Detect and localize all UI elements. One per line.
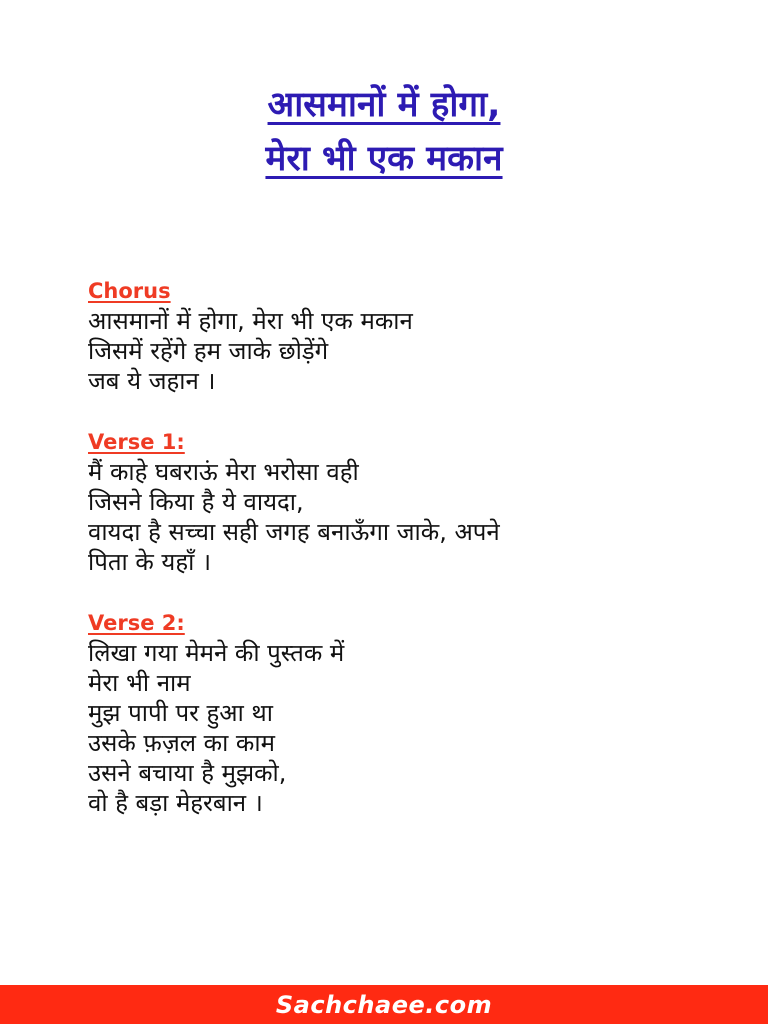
footer-banner <box>0 985 768 1024</box>
section-heading: Verse 2: <box>88 611 185 635</box>
lyric-line: उसने बचाया है मुझको, <box>88 759 287 787</box>
lyric-line: जिसमें रहेंगे हम जाके छोड़ेंगे <box>88 337 329 365</box>
page-title <box>0 78 768 186</box>
section-chorus <box>88 276 748 396</box>
lyric-line: मैं काहे घबराऊं मेरा भरोसा वही <box>88 458 359 486</box>
lyric-line: आसमानों में होगा, मेरा भी एक मकान <box>88 307 413 335</box>
section-verse-2 <box>88 608 748 818</box>
lyric-line: मुझ पापी पर हुआ था <box>88 699 273 727</box>
title-line-1: आसमानों में होगा, <box>267 85 501 125</box>
lyric-line: जब ये जहान । <box>88 367 216 395</box>
lyric-line: वो है बड़ा मेहरबान । <box>88 789 263 817</box>
lyric-line: उसके फ़ज़ल का काम <box>88 729 275 757</box>
title-line-2: मेरा भी एक मकान <box>265 139 503 179</box>
lyrics-content <box>88 276 748 849</box>
footer-site-link[interactable]: Sachchaee.com <box>275 990 493 1019</box>
section-heading: Verse 1: <box>88 430 185 454</box>
section-heading: Chorus <box>88 279 171 303</box>
lyric-line: लिखा गया मेमने की पुस्तक में <box>88 639 345 667</box>
lyric-line: जिसने किया है ये वायदा, <box>88 488 304 516</box>
lyric-line: पिता के यहाँ । <box>88 548 212 576</box>
lyric-line: वायदा है सच्चा सही जगह बनाऊँगा जाके, अपने <box>88 518 500 546</box>
lyric-line: मेरा भी नाम <box>88 669 191 697</box>
section-verse-1 <box>88 427 748 577</box>
